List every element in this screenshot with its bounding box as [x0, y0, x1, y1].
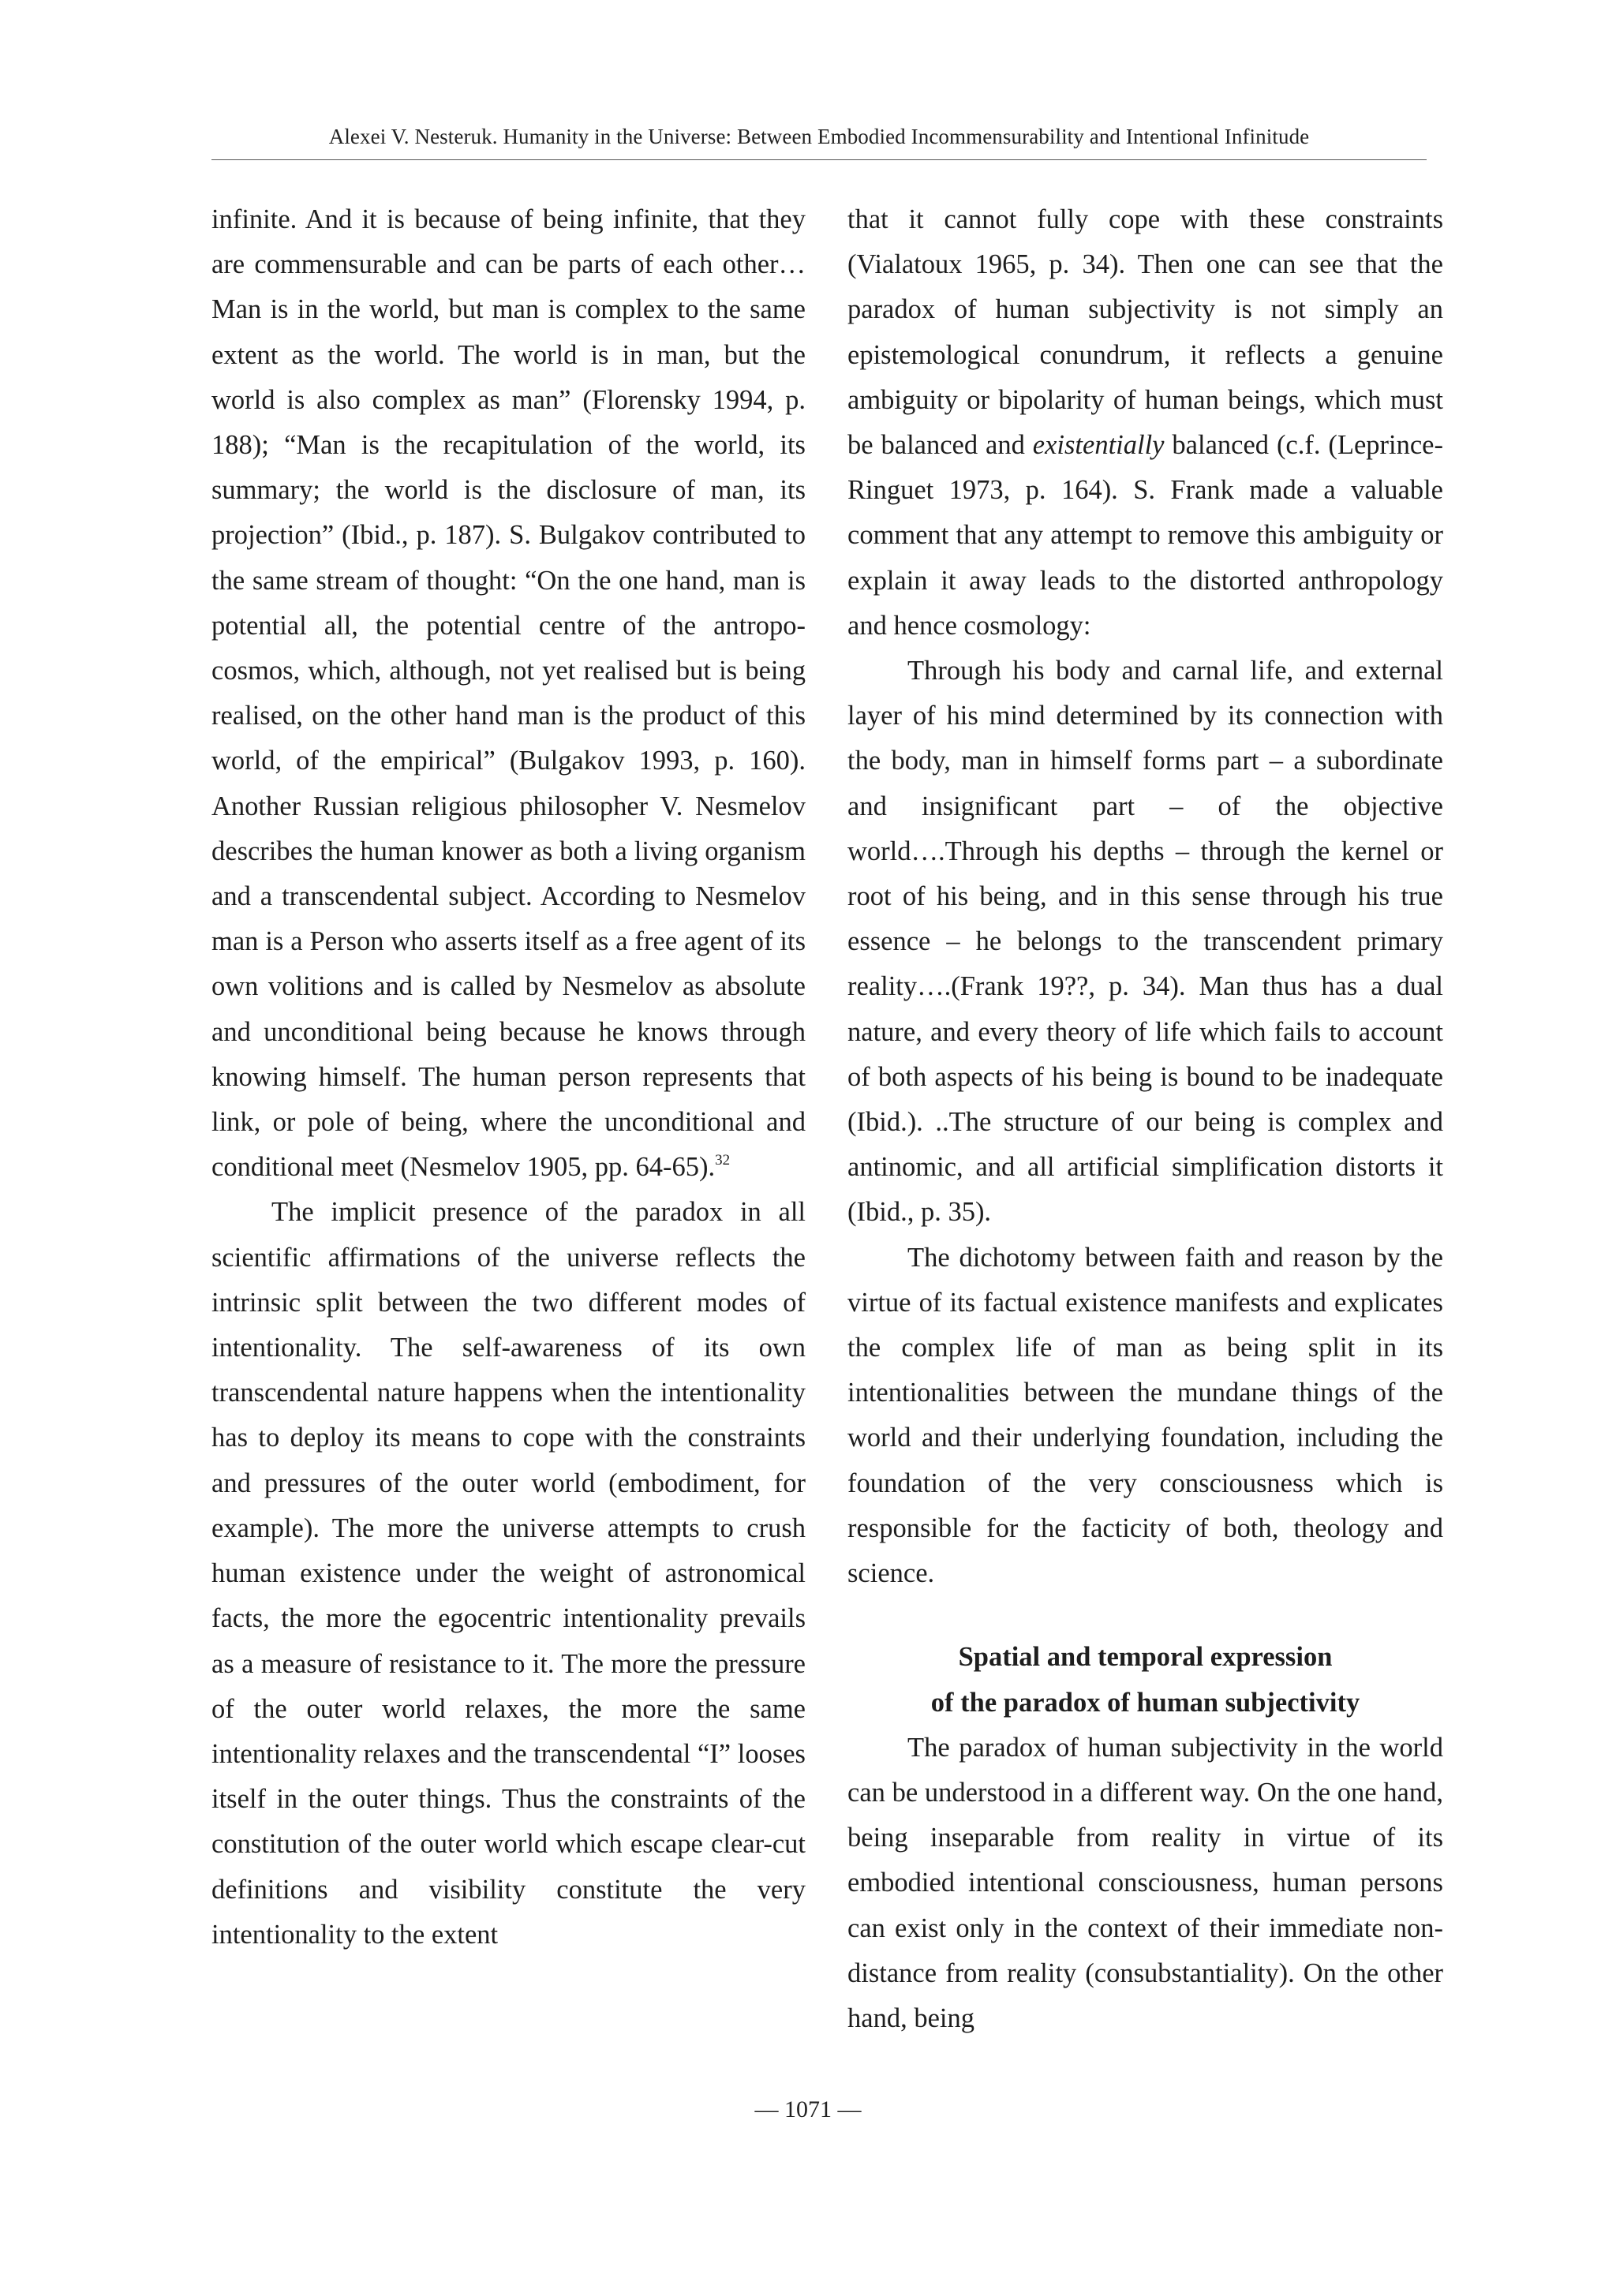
section-heading-line-1: Spatial and temporal expression: [958, 1642, 1333, 1673]
block-quote-frank: [847, 649, 1443, 1236]
left-paragraph-1-text: infinite. And it is because of being infinite, that they are commensurable and can be parts of each other…Man is in the world, but man is complex to the same extent as the world. The world is in man, but the world is also complex as man” (Florensky 1994, p. 188); “Man is the recapitulation of the world, its summary; the world is the disclosure of man, its projection” (Ibid., p. 187). S. Bulgakov contributed to the same stream of thought: “On the one hand, man is potential all, the potential centre of the antropo-cosmos, which, although, not yet realised but is being realised, on the other hand man is the product of this world, of the empirical” (Bulgakov 1993, p. 160). Another Russian religious philosopher V. Nesmelov describes the human knower as both a living organism and a transcendental subject. According to Nesmelov man is a Person who asserts itself as a free agent of its own volitions and is called by Nesmelov as absolute and unconditional being because he knows through knowing himself. The human person represents that link, or pole of being, where the unconditional and conditional meet (Nesmelov 1905, pp. 64-65).: [211, 204, 806, 1183]
left-paragraph-2-text: The implicit presence of the paradox in all scientific affirmations of the universe reflects the intrinsic split between the two different modes of intentionality. The self-awareness of its own transcendental nature happens when the intentionality has to deploy its means to cope with the constraints and pressures of the outer world (embodiment, for example). The more the universe attempts to crush human existence under the weight of astronomical facts, the more the egocentric intentionality prevails as a measure of resistance to it. The more the pressure of the outer world relaxes, the more the same intentionality relaxes and the transcendental “I” looses itself in the outer things. Thus the constraints of the constitution of the outer world which escape clear-cut definitions and visibility constitute the very intentionality to the extent: [211, 1197, 806, 1950]
header-rule: [211, 159, 1427, 160]
footnote-ref-32[interactable]: 32: [715, 1152, 731, 1169]
right-paragraph-1-text-b: balanced (c.f. (Leprince-Ringuet 1973, p. 164). S. Frank made a valuable comment that any attempt to remove this ambiguity or explain it away leads to the distorted anthropology and hence cosmology:: [847, 430, 1443, 641]
running-header: Alexei V. Nesteruk. Humanity in the Universe: Between Embodied Incommensurability and Intentional Infinitude: [328, 125, 1310, 148]
right-paragraph-4: [847, 1726, 1443, 2041]
right-paragraph-1-emphasis: existentially: [1032, 430, 1165, 461]
right-paragraph-4-text: The paradox of human subjectivity in the world can be understood in a different way. On the one hand, being inseparable from reality in virtue of its embodied intentional consciousness, human persons can exist only in the context of their immediate non-distance from reality (consubstantiality). On the other hand, being: [847, 1732, 1443, 2033]
page-number: — 1071 —: [754, 2096, 862, 2122]
section-heading-line-2: of the paradox of human subjectivity: [930, 1687, 1360, 1718]
left-paragraph-1: [211, 197, 806, 1190]
section-heading: [847, 1635, 1443, 1725]
right-paragraph-3: [847, 1236, 1443, 1597]
right-paragraph-1-text-a: that it cannot fully cope with these constraints (Vialatoux 1965, p. 34). Then one can see that the paradox of human subjectivity is not simply an epistemological conundrum, it reflects a genuine ambiguity or bipolarity of human beings, which must be balanced and: [847, 204, 1443, 461]
left-paragraph-2: [211, 1190, 806, 1957]
block-quote-text: Through his body and carnal life, and external layer of his mind determined by its connection with the body, man in himself forms part – a subordinate and insignificant part – of the objective world….Through his depths – through the kernel or root of his being, and in this sense through his true essence – he belongs to the transcendent primary reality….(Frank 19??, p. 34). Man thus has a dual nature, and every theory of life which fails to account of both aspects of his being is bound to be inadequate (Ibid.). ..The structure of our being is complex and antinomic, and all artificial simplification distorts it (Ibid., p. 35).: [847, 656, 1443, 1228]
right-column: [847, 197, 1443, 2041]
right-paragraph-3-text: The dichotomy between faith and reason by the virtue of its factual existence manifests and explicates the complex life of man as being split in its intentionalities between the mundane things of the world and their underlying foundation, including the foundation of the very consciousness which is responsible for the facticity of both, theology and science.: [847, 1242, 1443, 1589]
right-paragraph-1: [847, 197, 1443, 649]
left-column: [211, 197, 806, 1958]
